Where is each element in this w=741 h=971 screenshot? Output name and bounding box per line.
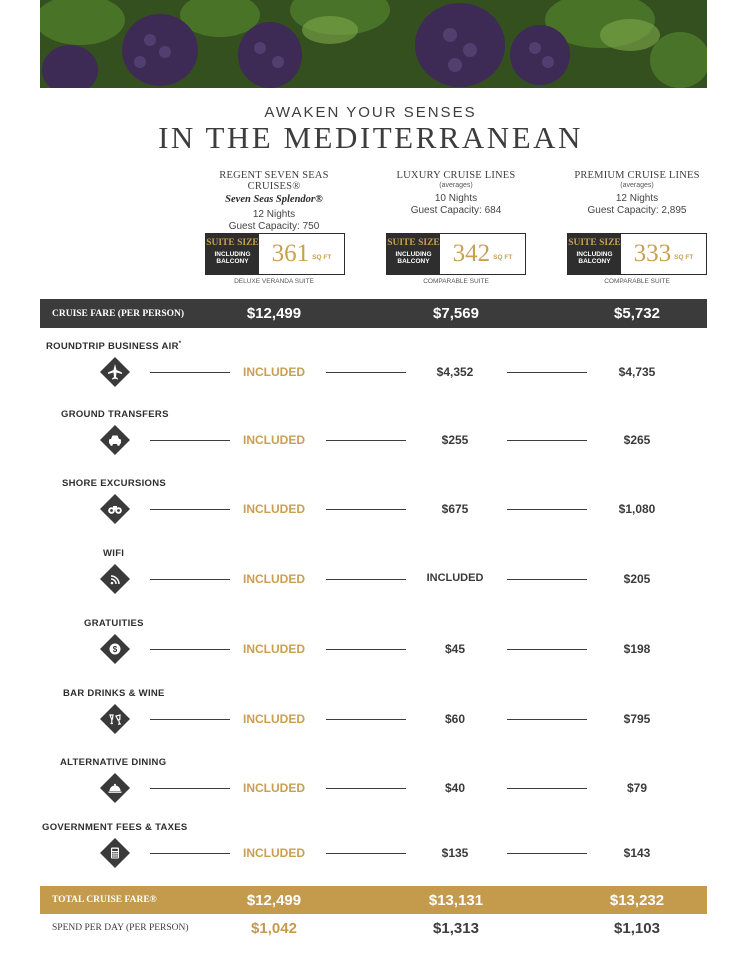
binoculars-icon: [100, 494, 130, 524]
row-label: [84, 618, 144, 629]
balcony-label: BALCONY: [397, 258, 430, 265]
row-label: [60, 757, 166, 768]
leader-line: [150, 719, 230, 720]
footnote-marker: *: [178, 341, 182, 347]
leader-line: [507, 509, 587, 510]
leader-line: [326, 788, 406, 789]
leader-line: [326, 440, 406, 441]
cost-value: INCLUDED: [243, 712, 305, 726]
cost-value: INCLUDED: [243, 502, 305, 516]
sq-ft-unit: SQ FT: [312, 253, 332, 261]
cost-value: $45: [444, 642, 466, 656]
cruise-fare-label: CRUISE FARE (PER PERSON): [52, 308, 185, 319]
row-label-text: ALTERNATIVE DINING: [60, 757, 167, 768]
plane-icon: [100, 357, 130, 387]
suite-size-value: 333: [633, 240, 672, 267]
guest-capacity: Guest Capacity: 2,895: [587, 205, 687, 216]
leader-line: [150, 440, 230, 441]
suite-size-value: 342: [452, 240, 491, 267]
leader-line: [326, 719, 406, 720]
cost-value: $205: [623, 572, 651, 586]
glasses-icon: [100, 704, 130, 734]
cost-value: INCLUDED: [243, 642, 305, 656]
kicker-title: AWAKEN YOUR SENSES: [264, 104, 477, 121]
averages-note: (averages): [620, 182, 654, 189]
suite-caption: COMPARABLE SUITE: [604, 278, 670, 285]
page-title: IN THE MEDITERRANEAN: [158, 120, 583, 155]
leader-line: [150, 579, 230, 580]
sq-ft-unit: SQ FT: [493, 253, 513, 261]
including-label: INCLUDING: [395, 251, 432, 258]
column-name: PREMIUM CRUISE LINES: [574, 170, 700, 181]
row-label-text: GOVERNMENT FEES & TAXES: [42, 822, 188, 833]
fare-value: $5,732: [614, 305, 660, 322]
averages-note: (averages): [439, 182, 473, 189]
cost-value: $143: [623, 846, 651, 860]
spend-per-day-label: SPEND PER DAY (PER PERSON): [52, 923, 189, 933]
suite-caption: COMPARABLE SUITE: [423, 278, 489, 285]
row-label: [62, 478, 166, 489]
car-icon: [100, 425, 130, 455]
total-value: $13,232: [609, 891, 665, 909]
leader-line: [326, 649, 406, 650]
nights: 12 Nights: [252, 209, 296, 220]
column-name: LUXURY CRUISE LINES: [396, 170, 516, 181]
row-label-text: BAR DRINKS & WINE: [63, 688, 165, 699]
leader-line: [150, 509, 230, 510]
leader-line: [326, 509, 406, 510]
cloche-icon: [100, 773, 130, 803]
cost-value: INCLUDED: [243, 572, 305, 586]
cost-value: $675: [441, 502, 469, 516]
per-day-value: $1,313: [433, 920, 479, 937]
sq-ft-unit: SQ FT: [674, 253, 694, 261]
column-name: REGENT SEVEN SEAS CRUISES®: [219, 170, 329, 192]
column-header-regent: [194, 170, 354, 232]
per-day-value: $1,042: [251, 920, 297, 937]
suite-size-value: 361: [271, 240, 310, 267]
total-fare-label: TOTAL CRUISE FARE®: [52, 895, 157, 905]
cost-value: $255: [441, 433, 469, 447]
cost-value: INCLUDED: [243, 433, 305, 447]
total-value: $13,131: [428, 891, 484, 909]
cost-value: INCLUDED: [243, 781, 305, 795]
cost-value: $265: [623, 433, 651, 447]
calculator-icon: [100, 838, 130, 868]
row-label-text: GRATUITIES: [84, 618, 144, 629]
dollar-icon: [100, 634, 130, 664]
leader-line: [507, 579, 587, 580]
cost-value: $795: [623, 712, 651, 726]
nights: 10 Nights: [434, 193, 478, 204]
row-label-text: GROUND TRANSFERS: [61, 409, 169, 420]
including-label: INCLUDING: [214, 251, 251, 258]
leader-line: [507, 649, 587, 650]
balcony-label: BALCONY: [216, 258, 249, 265]
spend-per-day-row: [40, 918, 707, 940]
guest-capacity: Guest Capacity: 684: [410, 205, 502, 216]
total-value: $12,499: [246, 891, 302, 909]
column-header-luxury: [376, 170, 536, 216]
suite-size-label: SUITE SIZE: [568, 238, 621, 248]
fare-value: $7,569: [433, 305, 479, 322]
cruise-fare-band: [40, 299, 707, 328]
suite-size-badge: [567, 233, 707, 275]
leader-line: [326, 579, 406, 580]
cost-value: INCLUDED: [243, 846, 305, 860]
column-header-premium: [557, 170, 717, 216]
cost-value: $135: [441, 846, 469, 860]
cost-value: $79: [626, 781, 648, 795]
leader-line: [150, 372, 230, 373]
row-label: [42, 822, 188, 833]
suite-caption: DELUXE VERANDA SUITE: [234, 278, 314, 285]
suite-size-label: SUITE SIZE: [387, 238, 440, 248]
total-fare-band: [40, 886, 707, 914]
svg-text:$: $: [112, 645, 118, 654]
including-label: INCLUDING: [576, 251, 613, 258]
leader-line: [507, 719, 587, 720]
leader-line: [507, 788, 587, 789]
leader-line: [507, 372, 587, 373]
row-label: [61, 409, 169, 420]
row-label-text: SHORE EXCURSIONS: [62, 478, 167, 489]
leader-line: [507, 853, 587, 854]
nights: 12 Nights: [615, 193, 659, 204]
cost-value: $60: [444, 712, 466, 726]
cost-value: $40: [444, 781, 466, 795]
cost-value: $4,735: [618, 365, 656, 379]
leader-line: [507, 440, 587, 441]
balcony-label: BALCONY: [578, 258, 611, 265]
leader-line: [150, 853, 230, 854]
leader-line: [150, 649, 230, 650]
leader-line: [326, 853, 406, 854]
suite-size-badge: [386, 233, 526, 275]
fare-value: $12,499: [246, 305, 302, 322]
cost-value: INCLUDED: [426, 572, 484, 584]
wifi-icon: [100, 564, 130, 594]
row-label-text: WIFI: [103, 548, 125, 559]
cost-value: $198: [623, 642, 651, 656]
cost-value: $4,352: [436, 365, 474, 379]
row-label: [63, 688, 165, 699]
leader-line: [326, 372, 406, 373]
leader-line: [150, 788, 230, 789]
suite-size-badge: [205, 233, 345, 275]
guest-capacity: Guest Capacity: 750: [228, 221, 320, 232]
row-label: [103, 548, 124, 559]
suite-size-label: SUITE SIZE: [206, 238, 259, 248]
per-day-value: $1,103: [614, 920, 660, 937]
ship-name: Seven Seas Splendor®: [225, 194, 323, 205]
row-label-text: ROUNDTRIP BUSINESS AIR: [46, 341, 179, 353]
cost-value: INCLUDED: [243, 365, 305, 379]
row-label: [46, 341, 181, 352]
cost-value: $1,080: [618, 502, 656, 516]
hero-grapes-image: [40, 0, 707, 88]
